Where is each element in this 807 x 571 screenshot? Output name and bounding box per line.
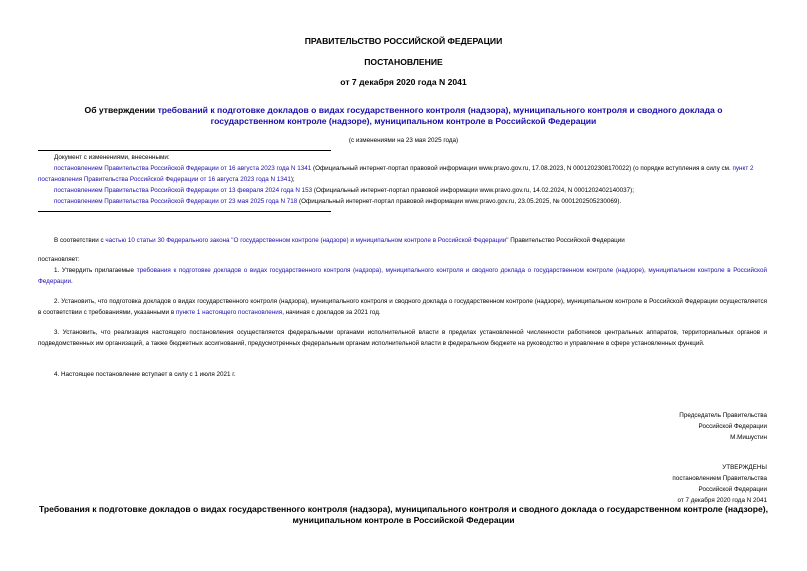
government-name: ПРАВИТЕЛЬСТВО РОССИЙСКОЙ ФЕДЕРАЦИИ — [304, 36, 503, 46]
point-1-reference-link[interactable]: пункте 1 настоящего постановления — [176, 309, 283, 316]
document-type: ПОСТАНОВЛЕНИЕ — [364, 57, 443, 67]
amendment-tail: ); — [290, 176, 295, 183]
requirements-heading: Требования к подготовке докладов о видах государственного контроля (надзора), муниципального контроля и сводного доклада о государственном контроле (надзоре), муниципальном контроле в Российской Федерации — [39, 504, 768, 525]
document-title — [60, 105, 747, 127]
point-2 — [38, 296, 767, 318]
signature-name: М.Мишустин — [730, 434, 767, 441]
approved-country: Российской Федерации — [698, 486, 767, 493]
point-1 — [38, 265, 767, 287]
decides: постановляет: — [38, 256, 80, 263]
amendments-list — [38, 163, 767, 207]
point-2-before: 2. Установить, что подготовка докладов о видах государственного контроля (надзора), муниципального контроля и сводного доклада о государственном контроле (надзоре), муниципальном контроле в Российской Федерации осуществляется в соответствии с требованиями, указанными в — [38, 298, 767, 316]
signature-position: Председатель Правительства — [679, 412, 767, 419]
amendment-item — [38, 196, 767, 207]
amendment-link-718[interactable]: постановлением Правительства Российской Федерации от 23 мая 2025 года N 718 — [54, 198, 298, 205]
point-4 — [38, 369, 767, 380]
point-2-after: , начиная с докладов за 2021 год. — [282, 309, 381, 316]
amendment-item — [38, 185, 767, 196]
signature-country: Российской Федерации — [698, 423, 767, 430]
amendment-text: (Официальный интернет-портал правовой информации www.pravo.gov.ru, 17.08.2023, N 0001202308170022) (о порядке вступления в силу см. — [311, 165, 733, 172]
title-prefix: Об утверждении — [84, 105, 158, 115]
amendment-text: (Официальный интернет-портал правовой информации www.pravo.gov.ru, 14.02.2024, N 0001202402140037); — [312, 187, 634, 194]
preamble-after: Правительство Российской Федерации — [508, 237, 625, 244]
preamble-before: В соответствии с — [54, 237, 106, 244]
amendment-link-1341[interactable]: постановлением Правительства Российской Федерации от 16 августа 2023 года N 1341 — [54, 165, 312, 172]
revision-note: (с изменениями на 23 мая 2025 года) — [348, 137, 459, 144]
approved-date-number: от 7 декабря 2020 года N 2041 — [677, 497, 767, 504]
point-3-text: 3. Установить, что реализация настоящего постановления осуществляется федеральными органами исполнительной власти в пределах установленной численности работников центральных аппаратов, территориальных органов и подведомственных им организаций, а также бюджетных ассигнований, предусмотренных федеральным органам исполнительной власти в федеральном бюджете на руководство и управление в сфере установленных функций. — [38, 329, 767, 347]
amendment-item — [38, 163, 767, 185]
amendment-point2-link[interactable]: пункт 2 постановления Правительства Российской Федерации от 16 августа 2023 года N 1341 — [38, 165, 754, 183]
approved-by: постановлением Правительства — [672, 475, 767, 482]
signature-block — [547, 410, 767, 443]
title-requirements-link[interactable]: требований к подготовке докладов о видах государственного контроля (надзора), муниципального контроля и сводного доклада о государственном контроле (надзоре), муниципальном контроле в Российской Федерации — [157, 105, 723, 126]
preamble — [38, 235, 767, 246]
amendments-intro: Документ с изменениями, внесенными: — [54, 154, 170, 161]
approved-requirements-link[interactable]: требования к подготовке докладов о видах государственного контроля (надзора), муниципального контроля и сводного доклада о государственном контроле (надзоре), муниципальном контроле в Российской Федерации — [38, 267, 767, 285]
amendment-link-153[interactable]: постановлением Правительства Российской Федерации от 13 февраля 2024 года N 153 — [54, 187, 313, 194]
approved-label: УТВЕРЖДЕНЫ — [722, 464, 767, 471]
point-4-text: 4. Настоящее постановление вступает в силу с 1 июля 2021 г. — [54, 371, 236, 378]
point-1-after: . — [70, 278, 73, 285]
approval-stamp — [547, 462, 767, 506]
point-3 — [38, 327, 767, 349]
document-date-number: от 7 декабря 2020 года N 2041 — [340, 77, 467, 87]
bottom-divider — [38, 211, 331, 212]
point-1-before: 1. Утвердить прилагаемые — [54, 267, 137, 274]
federal-law-link[interactable]: частью 10 статьи 30 Федерального закона "О государственном контроле (надзоре) и муниципальном контроле в Российской Федерации" — [105, 237, 509, 244]
amendment-text: (Официальный интернет-портал правовой информации www.pravo.gov.ru, 23.05.2025, № 0001202505230069). — [297, 198, 622, 205]
top-divider — [38, 150, 331, 151]
